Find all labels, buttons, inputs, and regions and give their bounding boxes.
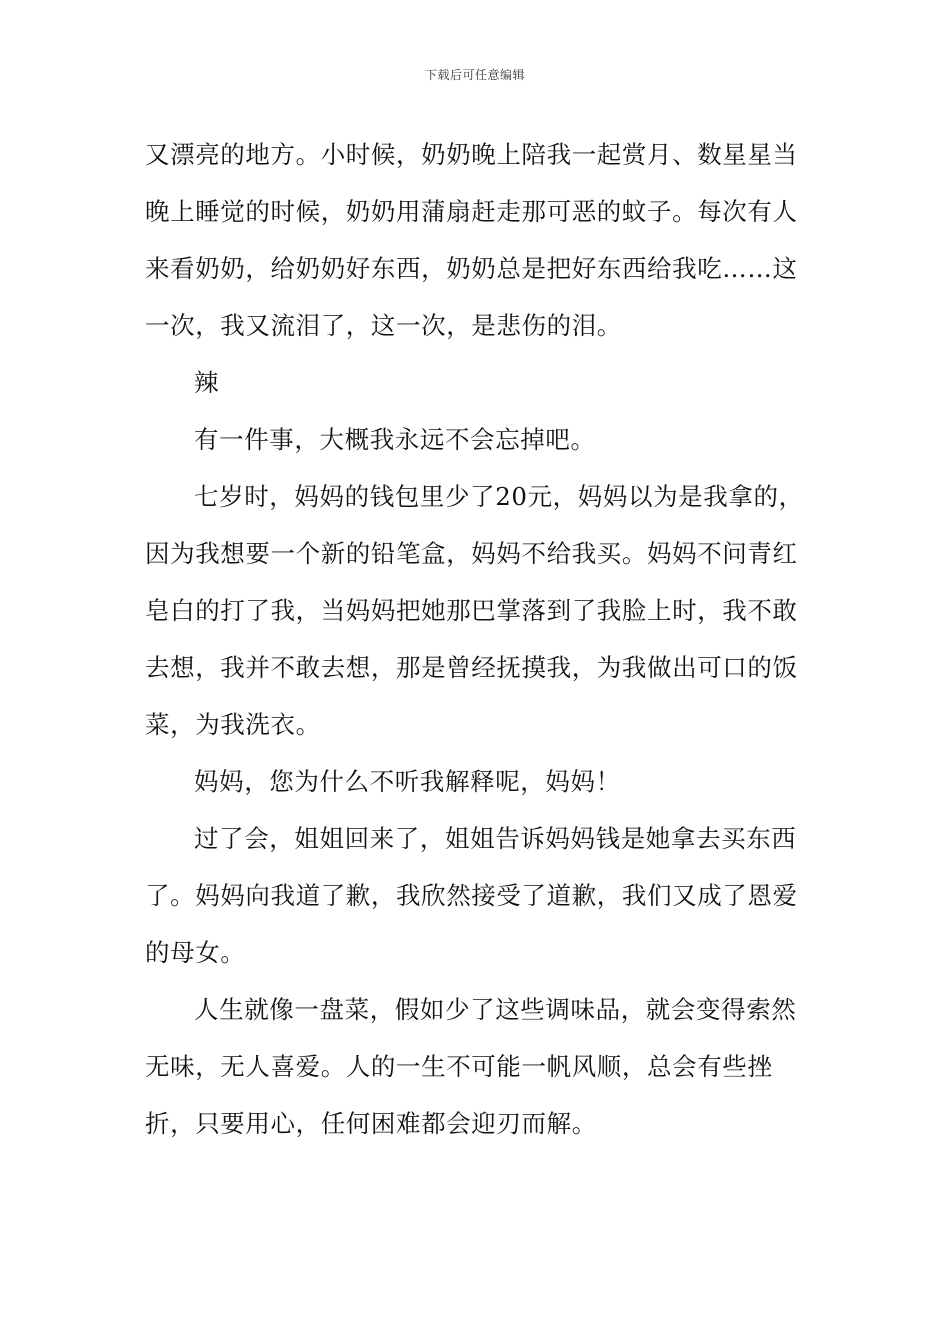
paragraph: 有一件事，大概我永远不会忘掉吧。	[194, 425, 596, 454]
paragraph: 妈妈，您为什么不听我解释呢，妈妈！	[194, 767, 621, 796]
document-body	[145, 126, 810, 1152]
page-header: 下载后可任意编辑	[424, 68, 525, 82]
paragraph: 过了会，姐姐回来了，姐姐告诉妈妈钱是她拿去买东西了。妈妈向我道了歉，我欣然接受了道歉，我们又成了恩爱的母女。	[145, 824, 798, 967]
paragraph-section-heading: 辣	[194, 368, 220, 397]
paragraph: 人生就像一盘菜，假如少了这些调味品，就会变得索然无味，无人喜爱。人的一生不可能一帆风顺，总会有些挫折，只要用心，任何困难都会迎刃而解。	[145, 995, 797, 1138]
paragraph: 七岁时，妈妈的钱包里少了20元，妈妈以为是我拿的，因为我想要一个新的铅笔盒，妈妈不给我买。妈妈不问青红皂白的打了我，当妈妈把她那巴掌落到了我脸上时，我不敢去想，我并不敢去想，那是曾经抚摸我，为我做出可口的饭菜，为我洗衣。	[145, 482, 804, 739]
paragraph-continuation: 又漂亮的地方。小时候，奶奶晚上陪我一起赏月、数星星当晚上睡觉的时候，奶奶用蒲扇赶走那可恶的蚊子。每次有人来看奶奶，给奶奶好东西，奶奶总是把好东西给我吃……这一次，我又流泪了，这一次，是悲伤的泪。	[145, 140, 798, 340]
